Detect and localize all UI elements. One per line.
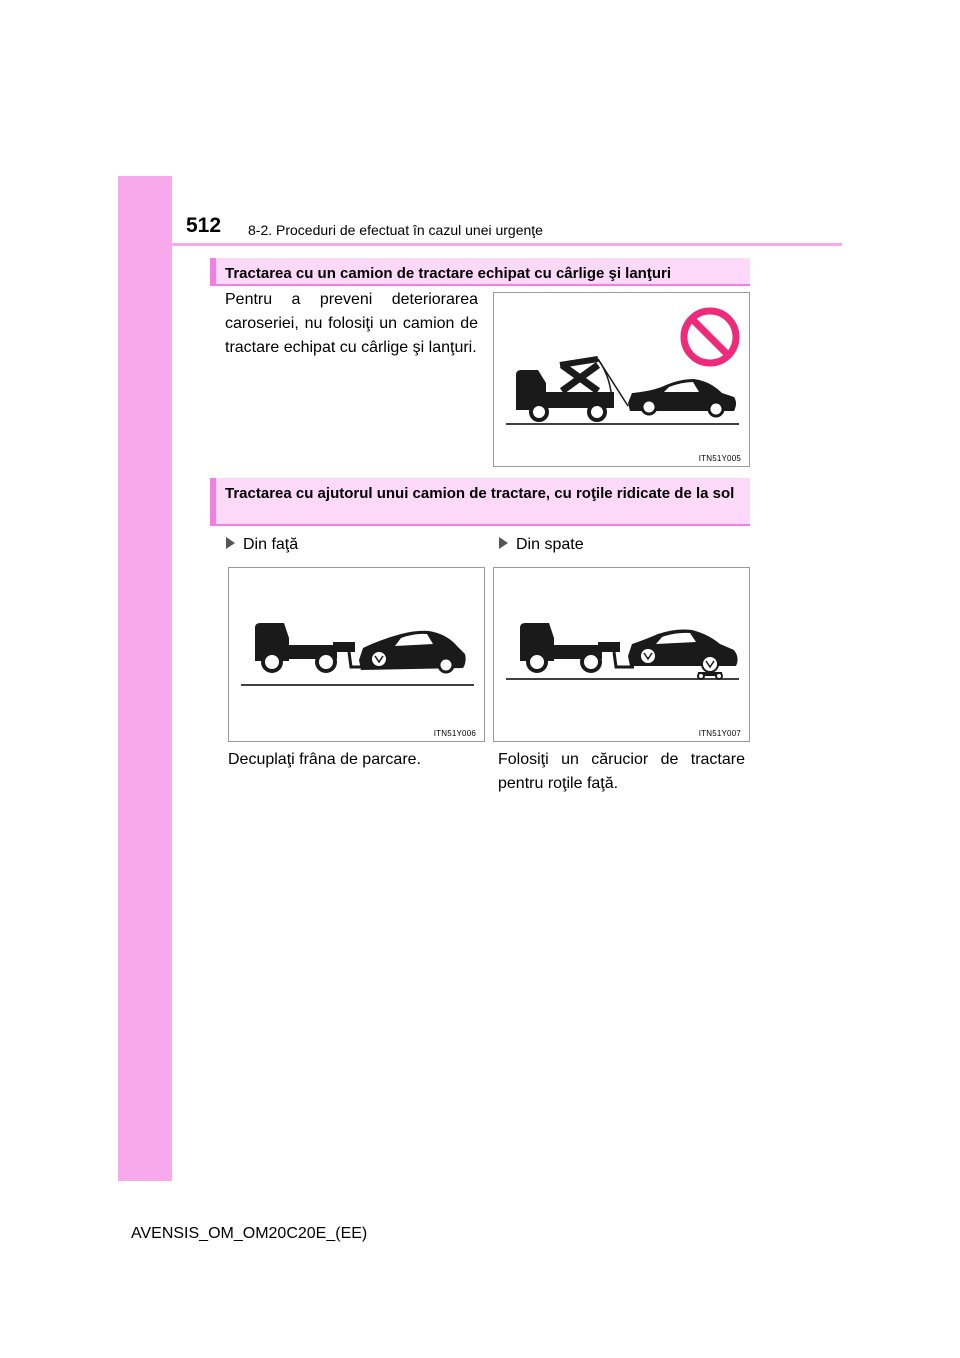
page-number: 512 <box>186 214 222 237</box>
figure-code: ITN51Y007 <box>698 729 741 738</box>
bullet-front-label: Din faţă <box>243 536 299 553</box>
car-graphic <box>359 631 466 672</box>
side-tab-strip <box>118 176 172 1181</box>
figure-hook-chain-truck <box>493 292 750 467</box>
tow-truck-graphic <box>255 623 361 671</box>
bullet-front <box>226 534 298 556</box>
bullet-rear <box>499 534 584 556</box>
tow-truck-graphic <box>520 623 634 671</box>
figure-code: ITN51Y006 <box>433 729 476 738</box>
bullet-rear-label: Din spate <box>516 536 584 553</box>
section-title: 8-2. Proceduri de efectuat în cazul unei urgenţe <box>248 222 543 238</box>
triangle-bullet-icon <box>226 537 235 549</box>
caption-rear-tow: Folosiţi un cărucior de tractare pentru roţile faţă. <box>498 751 745 792</box>
footer-manual-code: AVENSIS_OM_OM20C20E_(EE) <box>131 1225 368 1242</box>
car-graphic <box>628 630 738 673</box>
triangle-bullet-icon <box>499 537 508 549</box>
car-graphic <box>628 379 736 416</box>
heading-hook-chain-tow: Tractarea cu un camion de tractare echipat cu cârlige şi lanţuri <box>210 258 750 286</box>
figure-front-tow <box>228 567 485 742</box>
prohibited-icon <box>684 311 736 363</box>
heading-wheel-lift-tow: Tractarea cu ajutorul unui camion de tractare, cu roţile ridicate de la sol <box>210 478 750 526</box>
caption-front-tow: Decuplaţi frâna de parcare. <box>228 751 421 768</box>
header-rule <box>118 243 842 246</box>
tow-dolly-graphic <box>698 672 722 679</box>
figure-rear-tow <box>493 567 750 742</box>
tow-truck-graphic <box>516 359 628 420</box>
paragraph-hook-chain-warning: Pentru a preveni deteriorarea caroseriei, nu folosiţi un camion de tractare echipat cu cârlige şi lanţuri. <box>225 291 478 356</box>
figure-code: ITN51Y005 <box>698 454 741 463</box>
